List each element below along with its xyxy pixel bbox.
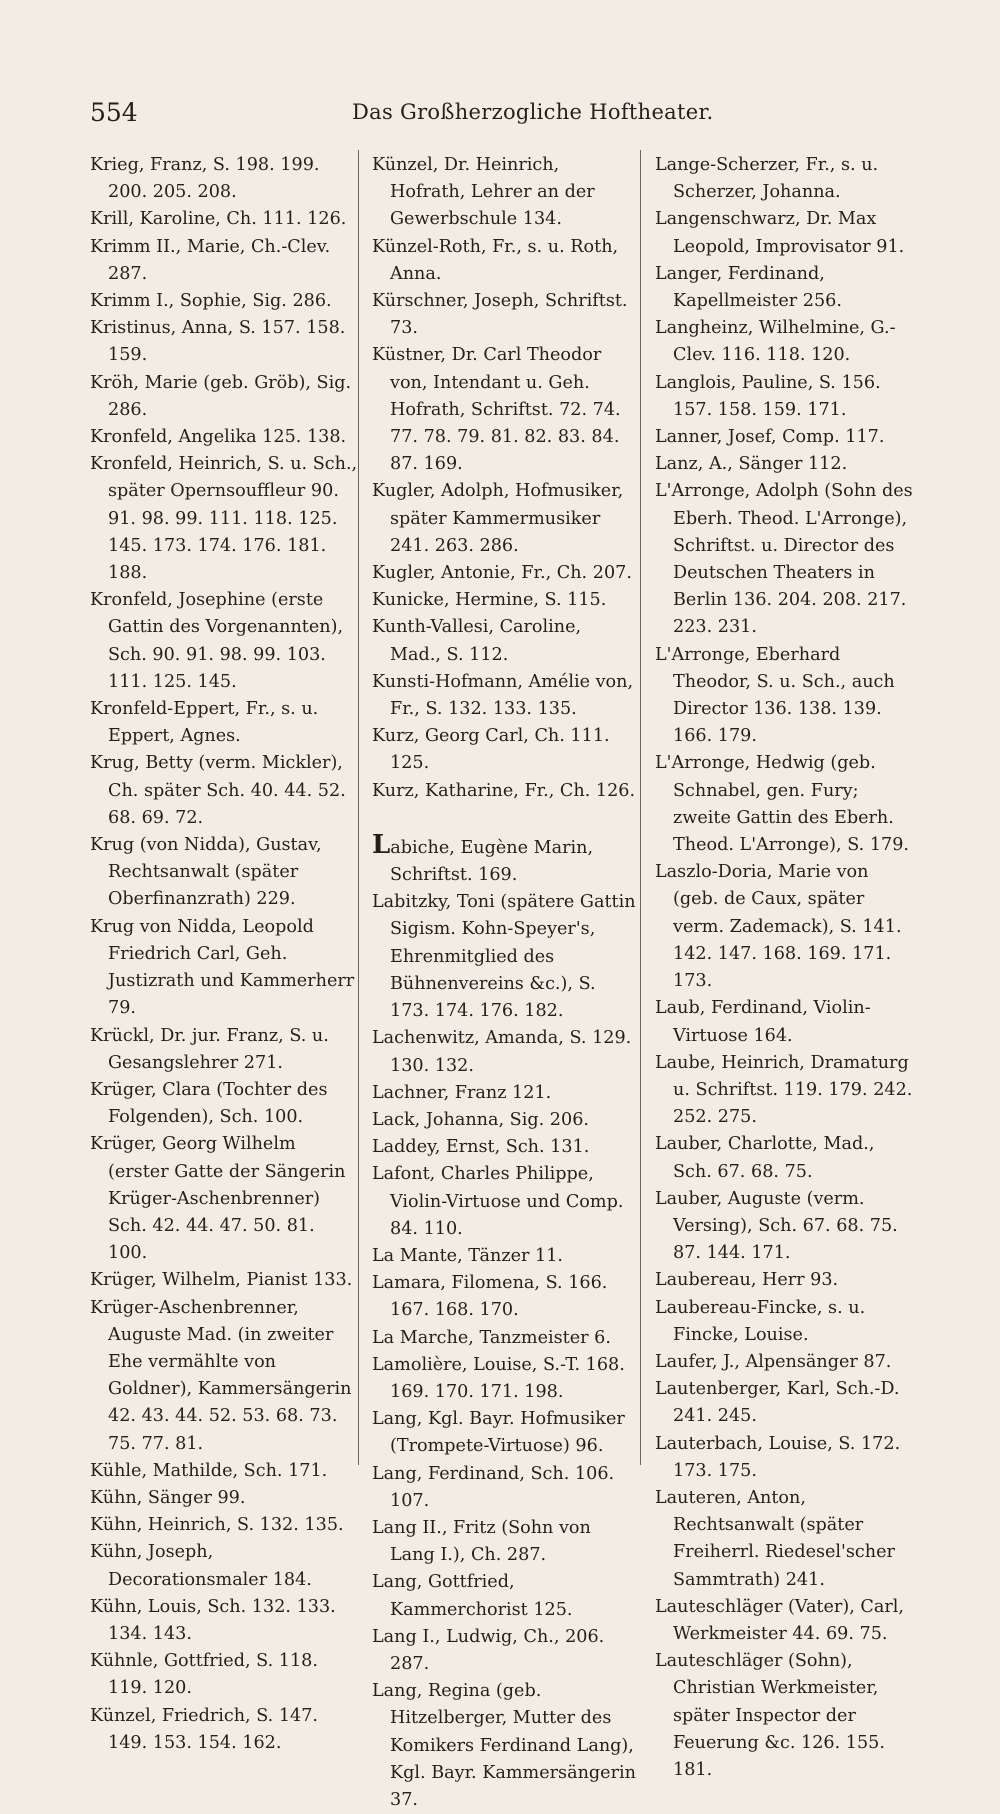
index-entry: Kühn, Louis, Sch. 132. 133. 134. 143.: [90, 1596, 336, 1644]
index-entry: Laube, Heinrich, Dramaturg u. Schriftst. 119. 179. 242. 252. 275.: [655, 1052, 913, 1128]
index-entry: Labiche, Eugène Marin, Schriftst. 169.: [372, 829, 594, 886]
index-entry: Lanner, Josef, Comp. 117.: [655, 427, 885, 448]
index-entry: Kronfeld, Angelika 125. 138.: [90, 427, 347, 448]
index-entry: Krüger-Aschenbrenner, Auguste Mad. (in zweiter Ehe vermählte von Goldner), Kammersängerin 42. 43. 44. 52. 53. 68. 73. 75. 77. 81.: [90, 1297, 352, 1454]
column-divider: [640, 150, 641, 1465]
index-entry: Künzel, Friedrich, S. 147. 149. 153. 154. 162.: [90, 1705, 319, 1753]
index-entry: Kühnle, Gottfried, S. 118. 119. 120.: [90, 1651, 318, 1699]
index-entry: Kunicke, Hermine, S. 115.: [372, 590, 607, 611]
page-number: 554: [90, 98, 138, 127]
index-entry: Lang, Regina (geb. Hitzelberger, Mutter des Komikers Ferdinand Lang), Kgl. Bayr. Kammersängerin 37.: [372, 1681, 636, 1810]
index-entry: Kunth-Vallesi, Caroline, Mad., S. 112.: [372, 617, 582, 665]
index-entry: Kühn, Heinrich, S. 132. 135.: [90, 1515, 344, 1536]
index-entry: Krimm II., Marie, Ch.-Clev. 287.: [90, 236, 331, 284]
index-entry: Krüger, Georg Wilhelm (erster Gatte der Sängerin Krüger-Aschenbrenner) Sch. 42. 44. 47. 50. 81. 100.: [90, 1134, 346, 1264]
index-entry: Kronfeld-Eppert, Fr., s. u. Eppert, Agnes.: [90, 699, 319, 747]
index-entry: Kurz, Georg Carl, Ch. 111. 125.: [372, 726, 610, 774]
running-title: Das Großherzogliche Hoftheater.: [352, 100, 714, 124]
index-entry: Krill, Karoline, Ch. 111. 126.: [90, 209, 347, 230]
index-entry: La Marche, Tanzmeister 6.: [372, 1327, 611, 1348]
index-entry: Lack, Johanna, Sig. 206.: [372, 1109, 589, 1130]
index-entry: Krug (von Nidda), Gustav, Rechtsanwalt (später Oberfinanzrath) 229.: [90, 835, 322, 910]
index-entry: Krug von Nidda, Leopold Friedrich Carl, Geh. Justizrath und Kammerherr 79.: [90, 916, 355, 1019]
index-entry: Krieg, Franz, S. 198. 199. 200. 205. 208.: [90, 155, 320, 203]
index-entry: Kühle, Mathilde, Sch. 171.: [90, 1460, 328, 1481]
index-entry: Krüger, Clara (Tochter des Folgenden), Sch. 100.: [90, 1079, 328, 1128]
page-header: [90, 98, 714, 138]
index-entry: Lauteschläger (Vater), Carl, Werkmeister 44. 69. 75.: [655, 1596, 904, 1644]
index-entry: Laszlo-Doria, Marie von (geb. de Caux, später verm. Zademack), S. 141. 142. 147. 168. 169. 171. 173.: [655, 862, 902, 992]
index-entry: Langheinz, Wilhelmine, G.-Clev. 116. 118. 120.: [655, 318, 896, 366]
column-divider: [358, 150, 359, 1465]
index-entry: Laubereau-Fincke, s. u. Fincke, Louise.: [655, 1297, 866, 1345]
index-entry: Krimm I., Sophie, Sig. 286.: [90, 291, 332, 312]
index-entry: Kristinus, Anna, S. 157. 158. 159.: [90, 318, 346, 366]
index-entry: Lauber, Auguste (verm. Versing), Sch. 67. 68. 75. 87. 144. 171.: [655, 1188, 898, 1264]
index-entry: Lachenwitz, Amanda, S. 129. 130. 132.: [372, 1028, 632, 1076]
index-entry: Kronfeld, Heinrich, S. u. Sch., später Opernsouffleur 90. 91. 98. 99. 111. 118. 125. 145. 173. 174. 176. 181. 188.: [90, 454, 358, 584]
index-entry: Lauterbach, Louise, S. 172. 173. 175.: [655, 1433, 901, 1481]
index-entry: Kurz, Katharine, Fr., Ch. 126.: [372, 780, 636, 801]
index-entry: Künzel-Roth, Fr., s. u. Roth, Anna.: [372, 236, 619, 284]
index-entry: Lautenberger, Karl, Sch.-D. 241. 245.: [655, 1379, 900, 1427]
index-entry: Lang, Gottfried, Kammerchorist 125.: [372, 1572, 573, 1620]
index-entry: Langenschwarz, Dr. Max Leopold, Improvisator 91.: [655, 209, 905, 257]
index-entry: Lamolière, Louise, S.-T. 168. 169. 170. 171. 198.: [372, 1354, 625, 1402]
index-entry: Künzel, Dr. Heinrich, Hofrath, Lehrer an der Gewerbschule 134.: [372, 155, 595, 230]
index-entry: Lang II., Fritz (Sohn von Lang I.), Ch. 287.: [372, 1517, 591, 1566]
index-entry: Krug, Betty (verm. Mickler), Ch. später Sch. 40. 44. 52. 68. 69. 72.: [90, 753, 346, 828]
index-entry: L'Arronge, Eberhard Theodor, S. u. Sch., auch Director 136. 138. 139. 166. 179.: [655, 644, 895, 747]
index-entry: Laufer, J., Alpensänger 87.: [655, 1351, 892, 1372]
index-entry: Kronfeld, Josephine (erste Gattin des Vorgenannten), Sch. 90. 91. 98. 99. 103. 111. 125. 145.: [90, 590, 344, 692]
index-column-2: [372, 152, 636, 1814]
index-entry: Labitzky, Toni (spätere Gattin Sigism. Kohn-Speyer's, Ehrenmitglied des Bühnenvereins &c.), S. 173. 174. 176. 182.: [372, 892, 636, 1022]
index-entry: Langer, Ferdinand, Kapellmeister 256.: [655, 263, 842, 312]
index-entry: L'Arronge, Adolph (Sohn des Eberh. Theod. L'Arronge), Schriftst. u. Director des Deutschen Theaters in Berlin 136. 204. 208. 217. 223. 231.: [655, 481, 913, 638]
index-column-1: [90, 152, 358, 1757]
index-entry: Lauber, Charlotte, Mad., Sch. 67. 68. 75.: [655, 1134, 875, 1182]
index-entry: Lang I., Ludwig, Ch., 206. 287.: [372, 1626, 605, 1674]
index-entry: Kugler, Adolph, Hofmusiker, später Kammermusiker 241. 263. 286.: [372, 481, 624, 556]
index-entry: Lang, Ferdinand, Sch. 106. 107.: [372, 1463, 615, 1511]
index-entry: Laub, Ferdinand, Violin-Virtuose 164.: [655, 998, 871, 1046]
index-entry: L'Arronge, Hedwig (geb. Schnabel, gen. Fury; zweite Gattin des Eberh. Theod. L'Arronge), S. 179.: [655, 753, 909, 856]
index-entry: Kühn, Sänger 99.: [90, 1487, 246, 1508]
index-entry: Kunsti-Hofmann, Amélie von, Fr., S. 132. 133. 135.: [372, 671, 634, 720]
index-column-3: [655, 152, 917, 1784]
index-entry: Lanz, A., Sänger 112.: [655, 454, 848, 475]
index-entry: Lauteschläger (Sohn), Christian Werkmeister, später Inspector der Feuerung &c. 126. 155. 181.: [655, 1651, 885, 1780]
index-entry: Küstner, Dr. Carl Theodor von, Intendant u. Geh. Hofrath, Schriftst. 72. 74. 77. 78. 79. 81. 82. 83. 84. 87. 169.: [372, 345, 621, 475]
index-entry: Lamara, Filomena, S. 166. 167. 168. 170.: [372, 1273, 608, 1321]
index-entry: Lauteren, Anton, Rechtsanwalt (später Freiherrl. Riedesel'scher Sammtrath) 241.: [655, 1487, 895, 1590]
index-entry: Lafont, Charles Philippe, Violin-Virtuose und Comp. 84. 110.: [372, 1164, 624, 1239]
index-entry: Langlois, Pauline, S. 156. 157. 158. 159. 171.: [655, 372, 881, 420]
index-entry: Kühn, Joseph, Decorationsmaler 184.: [90, 1542, 312, 1590]
index-entry: Lang, Kgl. Bayr. Hofmusiker (Trompete-Virtuose) 96.: [372, 1409, 625, 1457]
index-entry: Lange-Scherzer, Fr., s. u. Scherzer, Johanna.: [655, 155, 879, 203]
index-entry: Lachner, Franz 121.: [372, 1082, 552, 1103]
index-entry: Kugler, Antonie, Fr., Ch. 207.: [372, 563, 632, 584]
index-entry: Kürschner, Joseph, Schriftst. 73.: [372, 291, 628, 339]
index-entry: Laubereau, Herr 93.: [655, 1270, 839, 1291]
index-entry: Kröh, Marie (geb. Gröb), Sig. 286.: [90, 372, 352, 420]
index-entry: Laddey, Ernst, Sch. 131.: [372, 1137, 590, 1158]
index-entry: La Mante, Tänzer 11.: [372, 1245, 563, 1266]
index-entry: Krückl, Dr. jur. Franz, S. u. Gesangslehrer 271.: [90, 1025, 329, 1073]
index-entry: Krüger, Wilhelm, Pianist 133.: [90, 1270, 353, 1291]
